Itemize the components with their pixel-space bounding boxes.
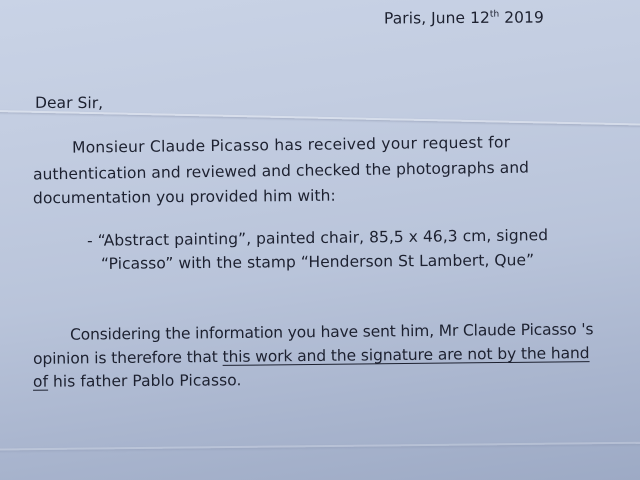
item-line2: “Picasso” with the stamp “Henderson St Lambert, Que”	[100, 251, 535, 273]
paragraph1-line1: Monsieur Claude Picasso has received your request for	[71, 133, 511, 157]
paragraph2-line2-plain: opinion is therefore that	[32, 347, 223, 368]
paragraph2-line3	[33, 371, 242, 390]
paragraph2-line3-plain: his father Pablo Picasso.	[47, 371, 242, 391]
date-superscript: th	[489, 9, 500, 20]
item-line1: - “Abstract painting”, painted chair, 85,5 x 46,3 cm, signed	[86, 226, 549, 250]
paragraph2-underlined-statement: this work and the signature are not by the hand	[222, 344, 590, 366]
paragraph2-line1: Considering the information you have sent him, Mr Claude Picasso 's	[69, 320, 594, 344]
paper-fold-crease-lower	[0, 441, 640, 450]
paragraph2-underlined-of: of	[32, 372, 49, 391]
letter-date	[384, 8, 544, 27]
date-year: 2019	[504, 8, 544, 27]
paragraph1-line2: authentication and reviewed and checked the photographs and	[32, 158, 530, 184]
paragraph1-line3: documentation you provided him with:	[32, 186, 336, 208]
salutation: Dear Sir,	[34, 93, 104, 113]
date-text: Paris, June 12	[383, 8, 490, 28]
paper-fold-crease	[0, 110, 640, 127]
paragraph2-line2	[33, 344, 590, 368]
